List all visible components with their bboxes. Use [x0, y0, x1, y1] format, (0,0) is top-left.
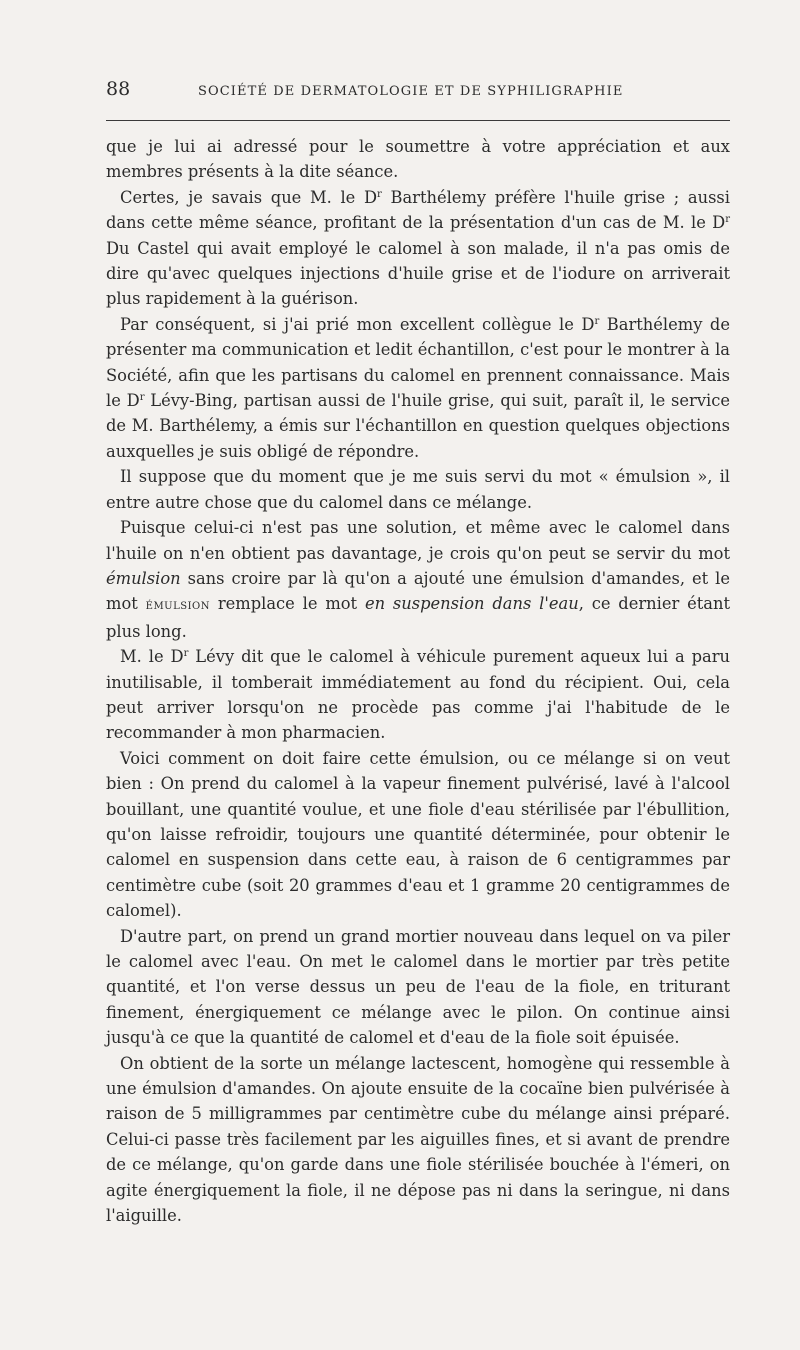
paragraph: On obtient de la sorte un mélange lactescent, homogène qui ressemble à une émulsion d'amandes. On ajoute ensuite de la cocaïne bien pulvérisée à raison de 5 milligrammes par centimètre cube du mélange ainsi préparé. Celui-ci passe très facilement par les aiguilles fines, et si avant de prendre de ce mélange, qu'on garde dans une fiole stérilisée bouchée à l'émeri, on agite énergiquement la fiole, il ne dépose pas ni dans la seringue, ni dans l'aiguille. [106, 1053, 730, 1226]
paragraph: M. le $D^r$ Lévy dit que le calomel à véhicule purement aqueux lui a paru inutilisable, il tomberait immédiatement au fond du récipient. Oui, cela peut arriver lorsqu'on ne procède pas comme j'ai l'habitude de le recommander à mon pharmacien. [106, 647, 730, 743]
paragraph: Puisque celui-ci n'est pas une solution, et même avec le calomel dans l'huile on n'en obtient pas davantage, je crois qu'on peut se servir du mot émulsion sans croire par là qu'on a ajouté une émulsion d'amandes, et le mot émulsion remplace le mot en suspension dans l'eau, ce dernier étant plus long. [106, 518, 731, 641]
paragraph: que je lui ai adressé pour le soumettre à votre appréciation et aux membres présents à la dite séance. [106, 137, 730, 182]
paragraph: D'autre part, on prend un grand mortier nouveau dans lequel on va piler le calomel avec l'eau. On met le calomel dans le mortier par très petite quantité, et l'on verse dessus un peu de l'eau de la fiole, en triturant finement, énergiquement ce mélange avec le pilon. On continue ainsi jusqu'à ce que la quantité de calomel et d'eau de la fiole soit épuisée. [106, 926, 730, 1048]
body-text [106, 134, 730, 1228]
running-title: SOCIÉTÉ DE DERMATOLOGIE ET DE SYPHILIGRAPHIE [198, 84, 624, 99]
paragraph: Il suppose que du moment que je me suis servi du mot « émulsion », il entre autre chose que du calomel dans ce mélange. [106, 467, 730, 512]
header-rule [106, 120, 730, 121]
page-number: 88 [106, 78, 131, 100]
paragraph: Par conséquent, si j'ai prié mon excellent collègue le $D^r$ Barthélemy de présenter ma communication et ledit échantillon, c'est pour le montrer à la Société, afin que les partisans du calomel en prennent connaissance. Mais le $D^r$ Lévy-Bing, partisan aussi de l'huile grise, qui suit, paraît il, le service de M. Barthélemy, a émis sur l'échantillon en question quelques objections auxquelles je suis obligé de répondre. [106, 314, 730, 461]
paragraph: Certes, je savais que M. le $D^r$ Barthélemy préfère l'huile grise ; aussi dans cette même séance, profitant de la présentation d'un cas de M. le $D^r$ Du Castel qui avait employé le calomel à son malade, il n'a pas omis de dire qu'avec quelques injections d'huile grise et de l'iodure on arriverait plus rapidement à la guérison. [106, 187, 730, 309]
paragraph: Voici comment on doit faire cette émulsion, ou ce mélange si on veut bien : On prend du calomel à la vapeur finement pulvérisé, lavé à l'alcool bouillant, une quantité voulue, et une fiole d'eau stérilisée par l'ébullition, qu'on laisse refroidir, toujours une quantité déterminée, pour obtenir le calomel en suspension dans cette eau, à raison de 6 centigrammes par centimètre cube (soit 20 grammes d'eau et 1 gramme 20 centigrammes de calomel). [106, 748, 730, 921]
page-header [106, 78, 730, 106]
